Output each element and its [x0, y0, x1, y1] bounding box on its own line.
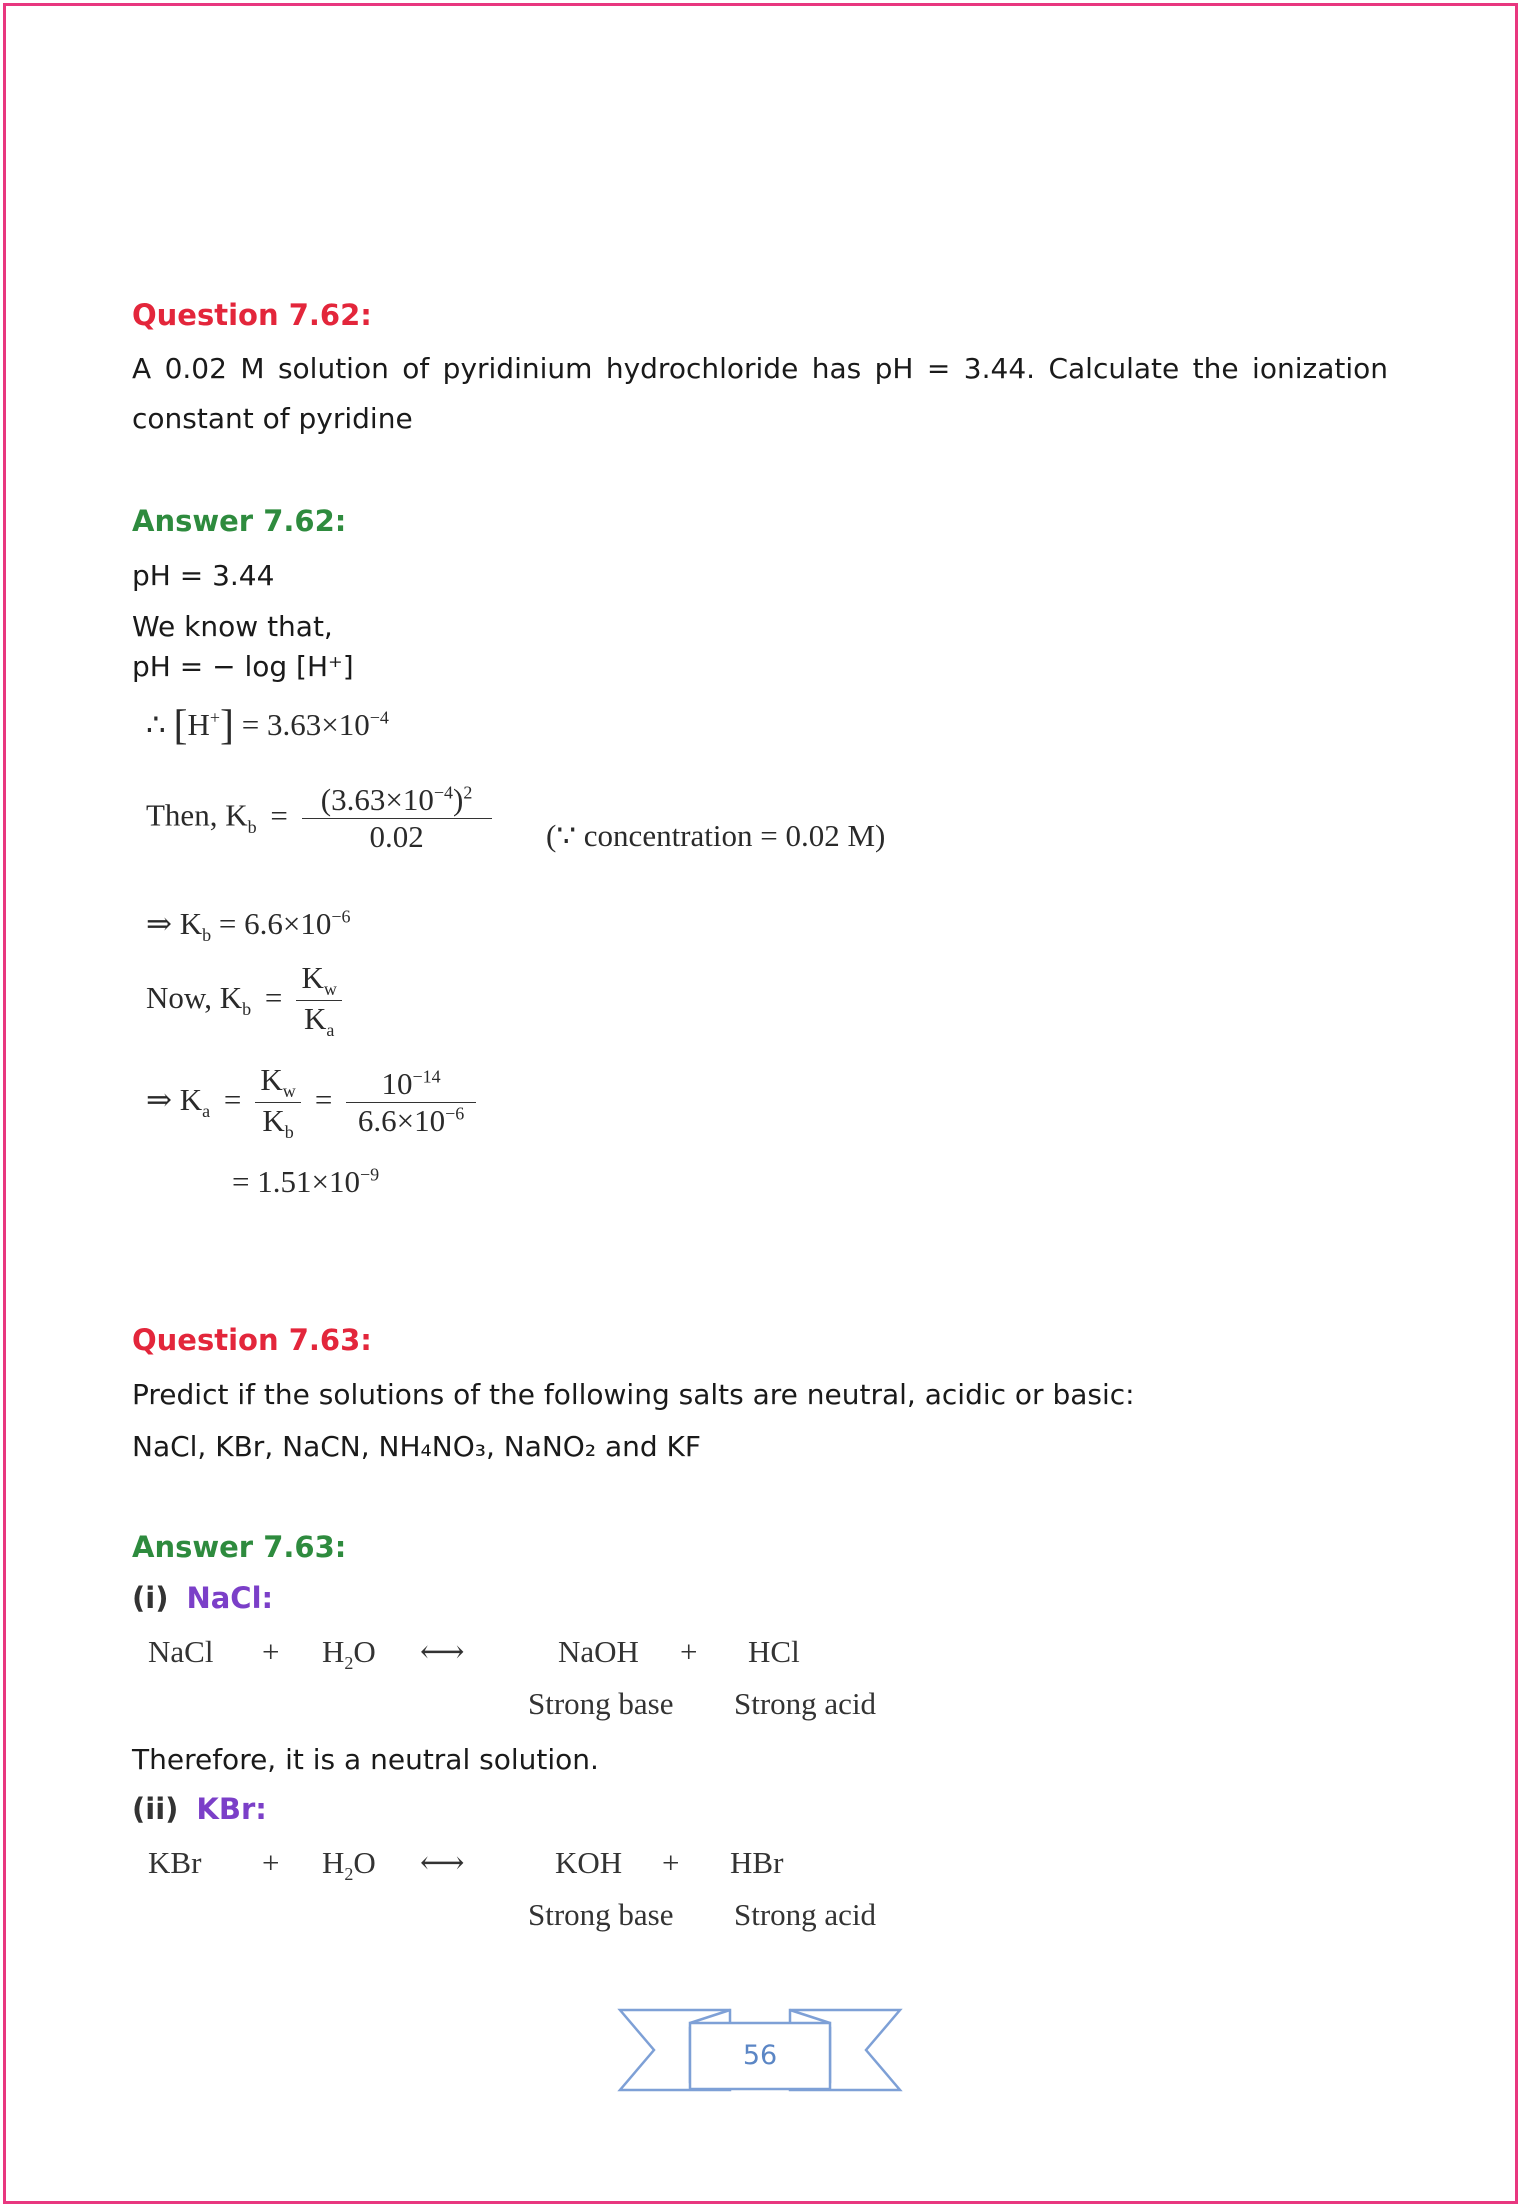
part-heading-nacl: (i) NaCl:	[132, 1581, 274, 1615]
salt-list: NaCl, KBr, NaCN, NH₄NO₃, NaNO₂ and KF	[132, 1430, 702, 1463]
concentration-note: (∵ concentration = 0.02 M)	[546, 818, 886, 853]
part-heading-kbr: (ii) KBr:	[132, 1792, 267, 1826]
page-number: 56	[742, 2040, 778, 2071]
reaction-nacl: NaCl + $H_2O$ ⟷ NaOH + HCl	[148, 1634, 800, 1674]
answer-line: pH = − log [H⁺]	[132, 650, 354, 683]
answer-heading: Answer 7.63:	[132, 1530, 347, 1564]
equation-ka-value: = $1.51\times 10^{-9}$	[232, 1164, 380, 1199]
answer-line: pH = 3.44	[132, 559, 275, 592]
question-heading: Question 7.62:	[132, 298, 372, 332]
question-text: Predict if the solutions of the following salts are neutral, acidic or basic:	[132, 1378, 1135, 1411]
equation-h-concentration: ∴ $[H^+] = 3.63\times 10^{-4}$	[146, 703, 389, 749]
equation-kb-value: ⇒ $K_b = 6.6\times 10^{-6}$	[146, 906, 351, 946]
question-heading: Question 7.63:	[132, 1323, 372, 1357]
equation-kb-relation: Now, $K_b$ = $\frac{K_w}{K_a}$	[146, 960, 342, 1041]
conclusion-text: Therefore, it is a neutral solution.	[132, 1743, 599, 1776]
reaction-labels-nacl: Strong base Strong acid	[528, 1686, 877, 1721]
reaction-labels-kbr: Strong base Strong acid	[528, 1897, 877, 1932]
reaction-kbr: KBr + $H_2O$ ⟷ KOH + HBr	[148, 1845, 784, 1885]
equation-ka: ⇒ $K_a$ = $\frac{K_w}{K_b}$ = $\frac{10^{-14}}{6.6\times 10^{-6}}$	[146, 1062, 476, 1143]
equation-kb: Then, $K_b$ = $\frac{(3.63\times 10^{-4})^2}{0.02}$	[146, 782, 492, 855]
answer-line: We know that,	[132, 610, 333, 643]
answer-heading: Answer 7.62:	[132, 504, 347, 538]
question-text: A 0.02 M solution of pyridinium hydrochloride has pH = 3.44. Calculate the ionization constant of pyridine	[132, 352, 1388, 435]
